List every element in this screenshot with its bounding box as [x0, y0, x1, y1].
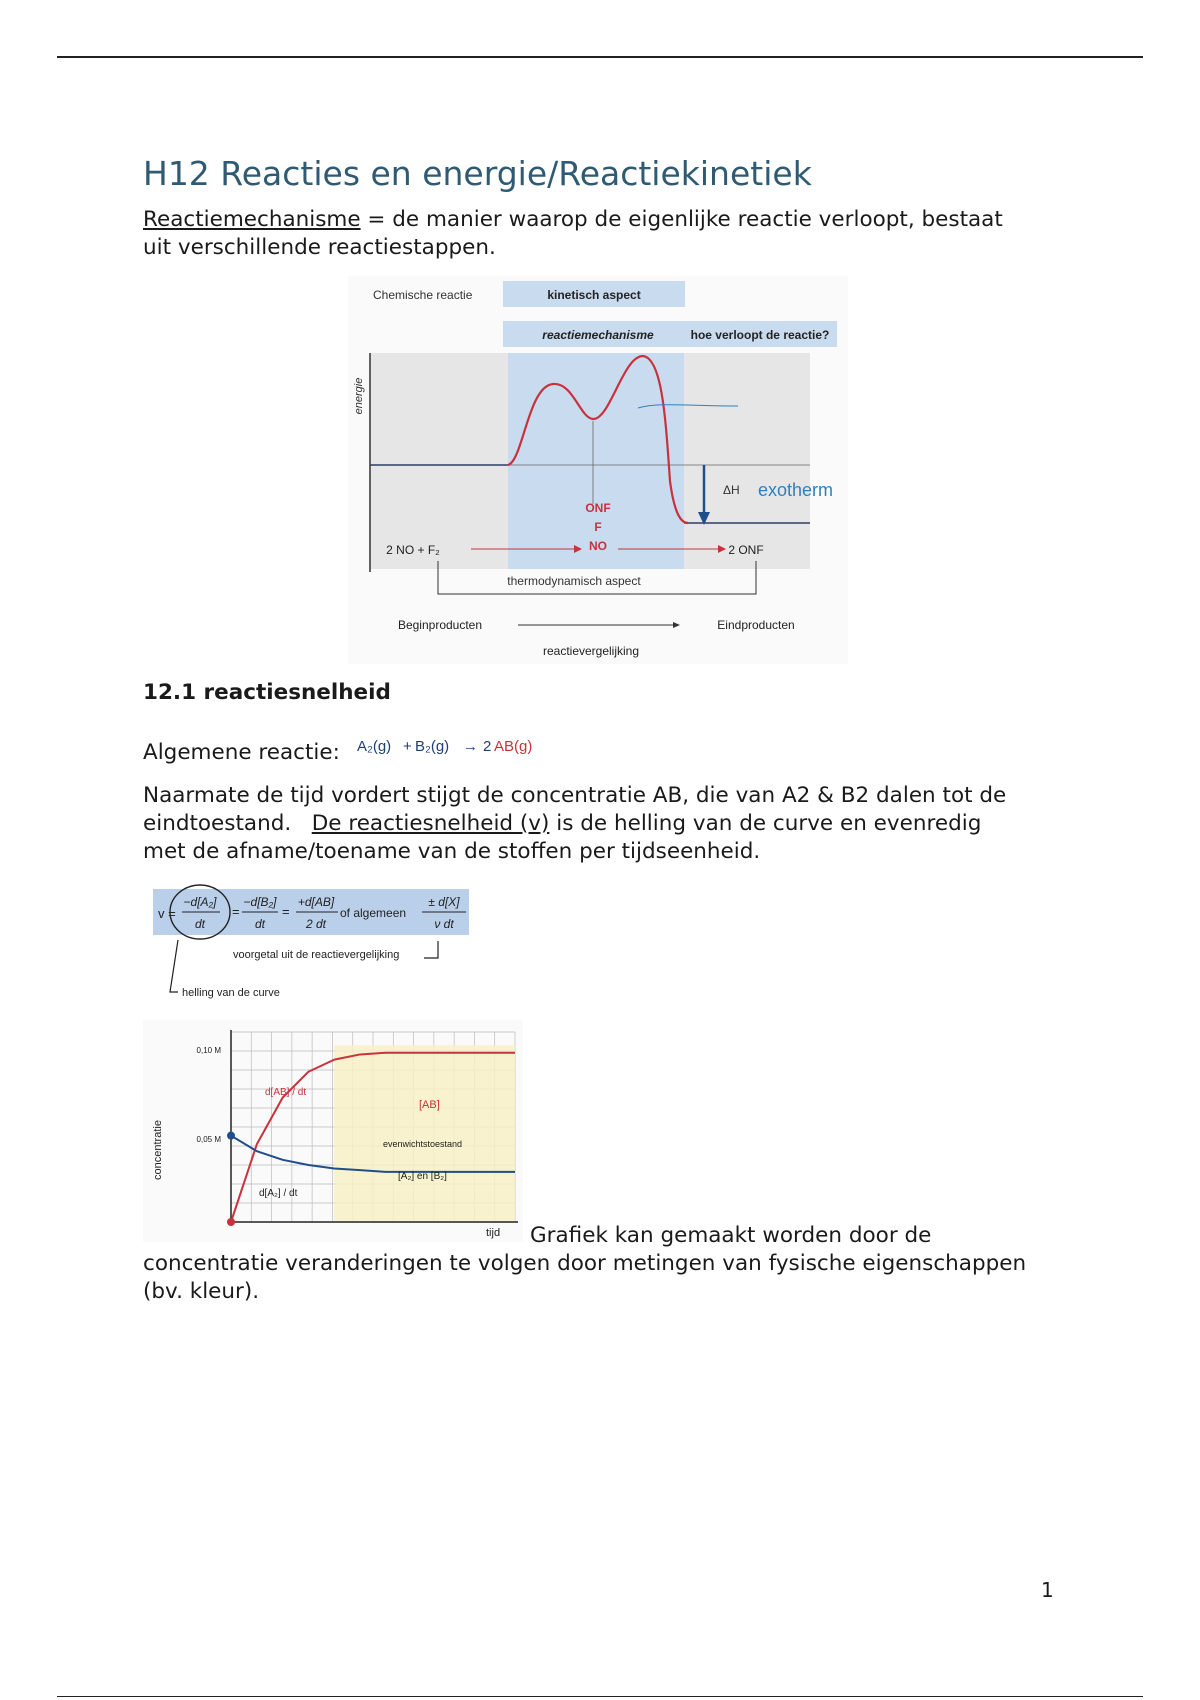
equals-1: = [232, 904, 240, 919]
intro-line-2: uit verschillende reactiestappen. [143, 235, 496, 260]
energy-diagram [348, 276, 848, 664]
annotation-dab: d[AB] / dt [265, 1087, 307, 1098]
caption-line-1: Grafiek kan gemaakt worden door de [530, 1223, 932, 1248]
rate-formula-figure [148, 884, 478, 1004]
coefficient-pointer [424, 941, 438, 958]
reactant-b2: B₂(g) [415, 738, 450, 755]
general-reaction-label: Algemene reactie: [143, 740, 340, 765]
term-reactiesnelheid: De reactiesnelheid (v) [311, 811, 550, 836]
header-chemische-reactie: Chemische reactie [373, 288, 473, 302]
general-reaction-equation [355, 731, 545, 763]
mechanism-figure [348, 276, 848, 664]
paragraph-line-3: met de afname/toename van de stoffen per tijdseenheid. [143, 839, 761, 864]
term3-denominator: 2 dt [305, 917, 327, 931]
note-slope: helling van de curve [182, 987, 280, 999]
concentration-chart-svg [143, 1020, 523, 1242]
annotation-ab: [AB] [419, 1099, 440, 1111]
annotation-da2: d[A₂] / dt [259, 1188, 298, 1199]
equals-2: = [282, 904, 290, 919]
y-axis-label: energie [353, 377, 365, 415]
paragraph-line-2b: is de helling van de curve en evenredig [549, 811, 982, 836]
concentration-chart [143, 1020, 523, 1242]
term2-denominator: dt [254, 917, 266, 931]
reaction-arrow-symbol: → [463, 738, 478, 755]
paragraph-line-2a: eindtoestand. [143, 811, 312, 836]
term2-numerator: −d[B₂] [243, 895, 277, 909]
exotherm-label: exotherm [758, 480, 834, 500]
caption-line-3: (bv. kleur). [143, 1279, 260, 1304]
formula-v: v = [158, 906, 176, 921]
page-number: 1 [1041, 1578, 1054, 1602]
intermediate-no: NO [589, 539, 607, 553]
products-label: 2 ONF [728, 543, 764, 557]
rate-formula-svg [148, 884, 478, 1004]
chart-x-label: tijd [486, 1227, 501, 1239]
header-reactiemechanisme: reactiemechanisme [542, 328, 654, 342]
reactant-a2: A₂(g) [357, 738, 392, 755]
series-start-point-1 [227, 1132, 235, 1140]
reactants-label: 2 NO + F₂ [386, 543, 440, 557]
series-start-point-0 [227, 1218, 235, 1226]
equilibrium-region [334, 1045, 515, 1222]
product-ab: AB(g) [494, 738, 533, 755]
coefficient: 2 [483, 738, 492, 755]
page-title: H12 Reacties en energie/Reactiekinetiek [143, 154, 812, 193]
term1-denominator: dt [194, 917, 206, 931]
chart-y-label: concentratie [152, 1120, 164, 1180]
note-coefficient: voorgetal uit de reactievergelijking [233, 949, 400, 961]
equation-label: reactievergelijking [542, 644, 640, 658]
end-label: Eindproducten [717, 618, 795, 632]
delta-h-label: ΔH [723, 483, 740, 497]
kinetic-band [508, 353, 684, 569]
term4-numerator: ± d[X] [428, 895, 460, 909]
slope-pointer [170, 940, 178, 992]
intro-line-1 [143, 206, 1003, 234]
intermediate-f: F [594, 520, 602, 534]
header-rule [57, 56, 1143, 58]
reaction-equation-svg [355, 731, 545, 759]
header-kinetisch-aspect: kinetisch aspect [547, 288, 641, 302]
begin-label: Beginproducten [397, 618, 483, 632]
paragraph-line-1: Naarmate de tijd vordert stijgt de concentratie AB, die van A2 & B2 dalen tot de [143, 783, 1007, 808]
annotation-a2-b2: [A₂] en [B₂] [398, 1171, 447, 1182]
intermediate-onf: ONF [585, 501, 611, 515]
plus-sign: + [403, 738, 412, 755]
footer-rule [57, 1696, 1143, 1697]
y-tick-005: 0,05 M [196, 1135, 221, 1144]
paragraph-line-2 [143, 810, 981, 838]
term1-numerator: −d[A₂] [183, 895, 217, 909]
caption-line-2: concentratie veranderingen te volgen door metingen van fysische eigenschappen [143, 1251, 1027, 1276]
term3-numerator: +d[AB] [297, 895, 335, 909]
term-reactiemechanisme: Reactiemechanisme [143, 207, 361, 232]
thermo-label: thermodynamisch aspect [507, 574, 641, 588]
header-question: hoe verloopt de reactie? [690, 328, 830, 342]
intro-definition: = de manier waarop de eigenlijke reactie verloopt, bestaat [360, 207, 1003, 232]
term4-denominator: ν dt [434, 917, 454, 931]
y-tick-010: 0,10 M [196, 1046, 221, 1055]
annotation-equilibrium: evenwichtstoestand [383, 1139, 463, 1149]
section-heading: 12.1 reactiesnelheid [143, 680, 391, 705]
of-algemeen-label: of algemeen [340, 906, 407, 920]
